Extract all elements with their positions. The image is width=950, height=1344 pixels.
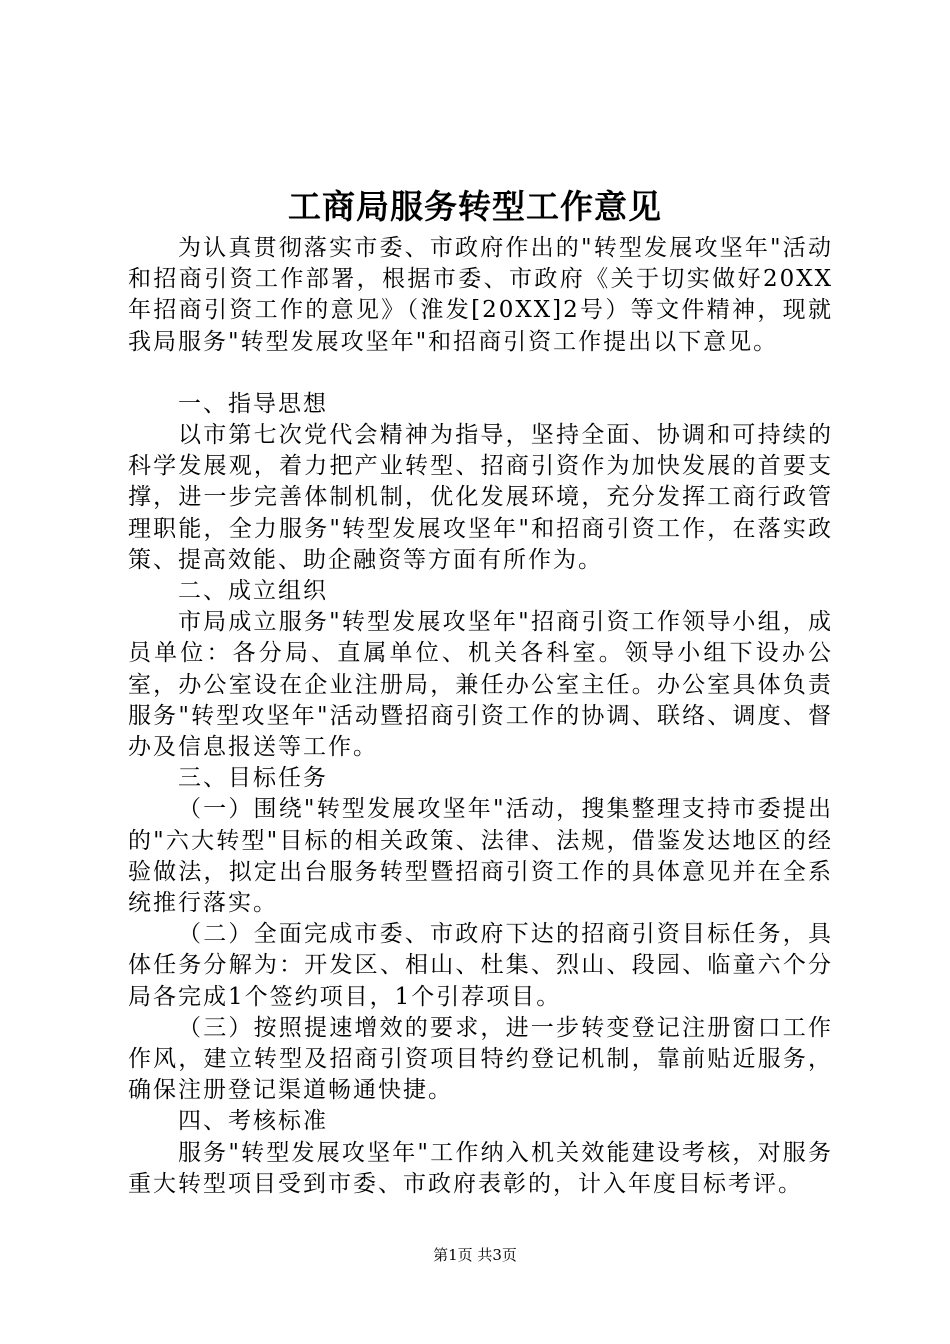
section-heading-organization: 二、成立组织 [178, 578, 328, 605]
paragraph-organization: 市局成立服务"转型发展攻坚年"招商引资工作领导小组，成员单位：各分局、直属单位、机关各科室。领导小组下设办公室，办公室设在企业注册局，兼任办公室主任。办公室具体负责服务"转型攻坚年"活动暨招商引资工作的协调、联络、调度、督办及信息报送等工作。 [128, 609, 833, 761]
document-body [128, 233, 833, 1200]
document-title: 工商局服务转型工作意见 [288, 187, 662, 226]
paragraph-assessment: 服务"转型发展攻坚年"工作纳入机关效能建设考核，对服务重大转型项目受到市委、市政府表彰的，计入年度目标考评。 [128, 1139, 833, 1197]
paragraph-target-2: （二）全面完成市委、市政府下达的招商引资目标任务，具体任务分解为：开发区、相山、杜集、烈山、段园、临童六个分局各完成1个签约项目，1个引荐项目。 [128, 921, 833, 1010]
intro-paragraph: 为认真贯彻落实市委、市政府作出的"转型发展攻坚年"活动和招商引资工作部署，根据市委、市政府《关于切实做好20XX年招商引资工作的意见》（淮发[20XX]2号）等文件精神，现就我局服务"转型发展攻坚年"和招商引资工作提出以下意见。 [128, 235, 833, 355]
section-heading-targets: 三、目标任务 [178, 765, 328, 792]
paragraph-target-1: （一）围绕"转型发展攻坚年"活动，搜集整理支持市委提出的"六大转型"目标的相关政策、法律、法规，借鉴发达地区的经验做法，拟定出台服务转型暨招商引资工作的具体意见并在全系统推行落实。 [128, 796, 833, 917]
paragraph-target-3: （三）按照提速增效的要求，进一步转变登记注册窗口工作作风，建立转型及招商引资项目特约登记机制，靠前贴近服务，确保注册登记渠道畅通快捷。 [128, 1014, 833, 1104]
section-heading-guiding-ideology: 一、指导思想 [178, 390, 328, 417]
section-heading-assessment: 四、考核标准 [178, 1108, 328, 1135]
paragraph-guiding-ideology: 以市第七次党代会精神为指导，坚持全面、协调和可持续的科学发展观，着力把产业转型、招商引资作为加快发展的首要支撑，进一步完善体制机制，优化发展环境，充分发挥工商行政管理职能，全力服务"转型发展攻坚年"和招商引资工作，在落实政策、提高效能、助企融资等方面有所作为。 [128, 422, 833, 573]
page-footer: 第1页 共3页 [433, 1246, 517, 1264]
